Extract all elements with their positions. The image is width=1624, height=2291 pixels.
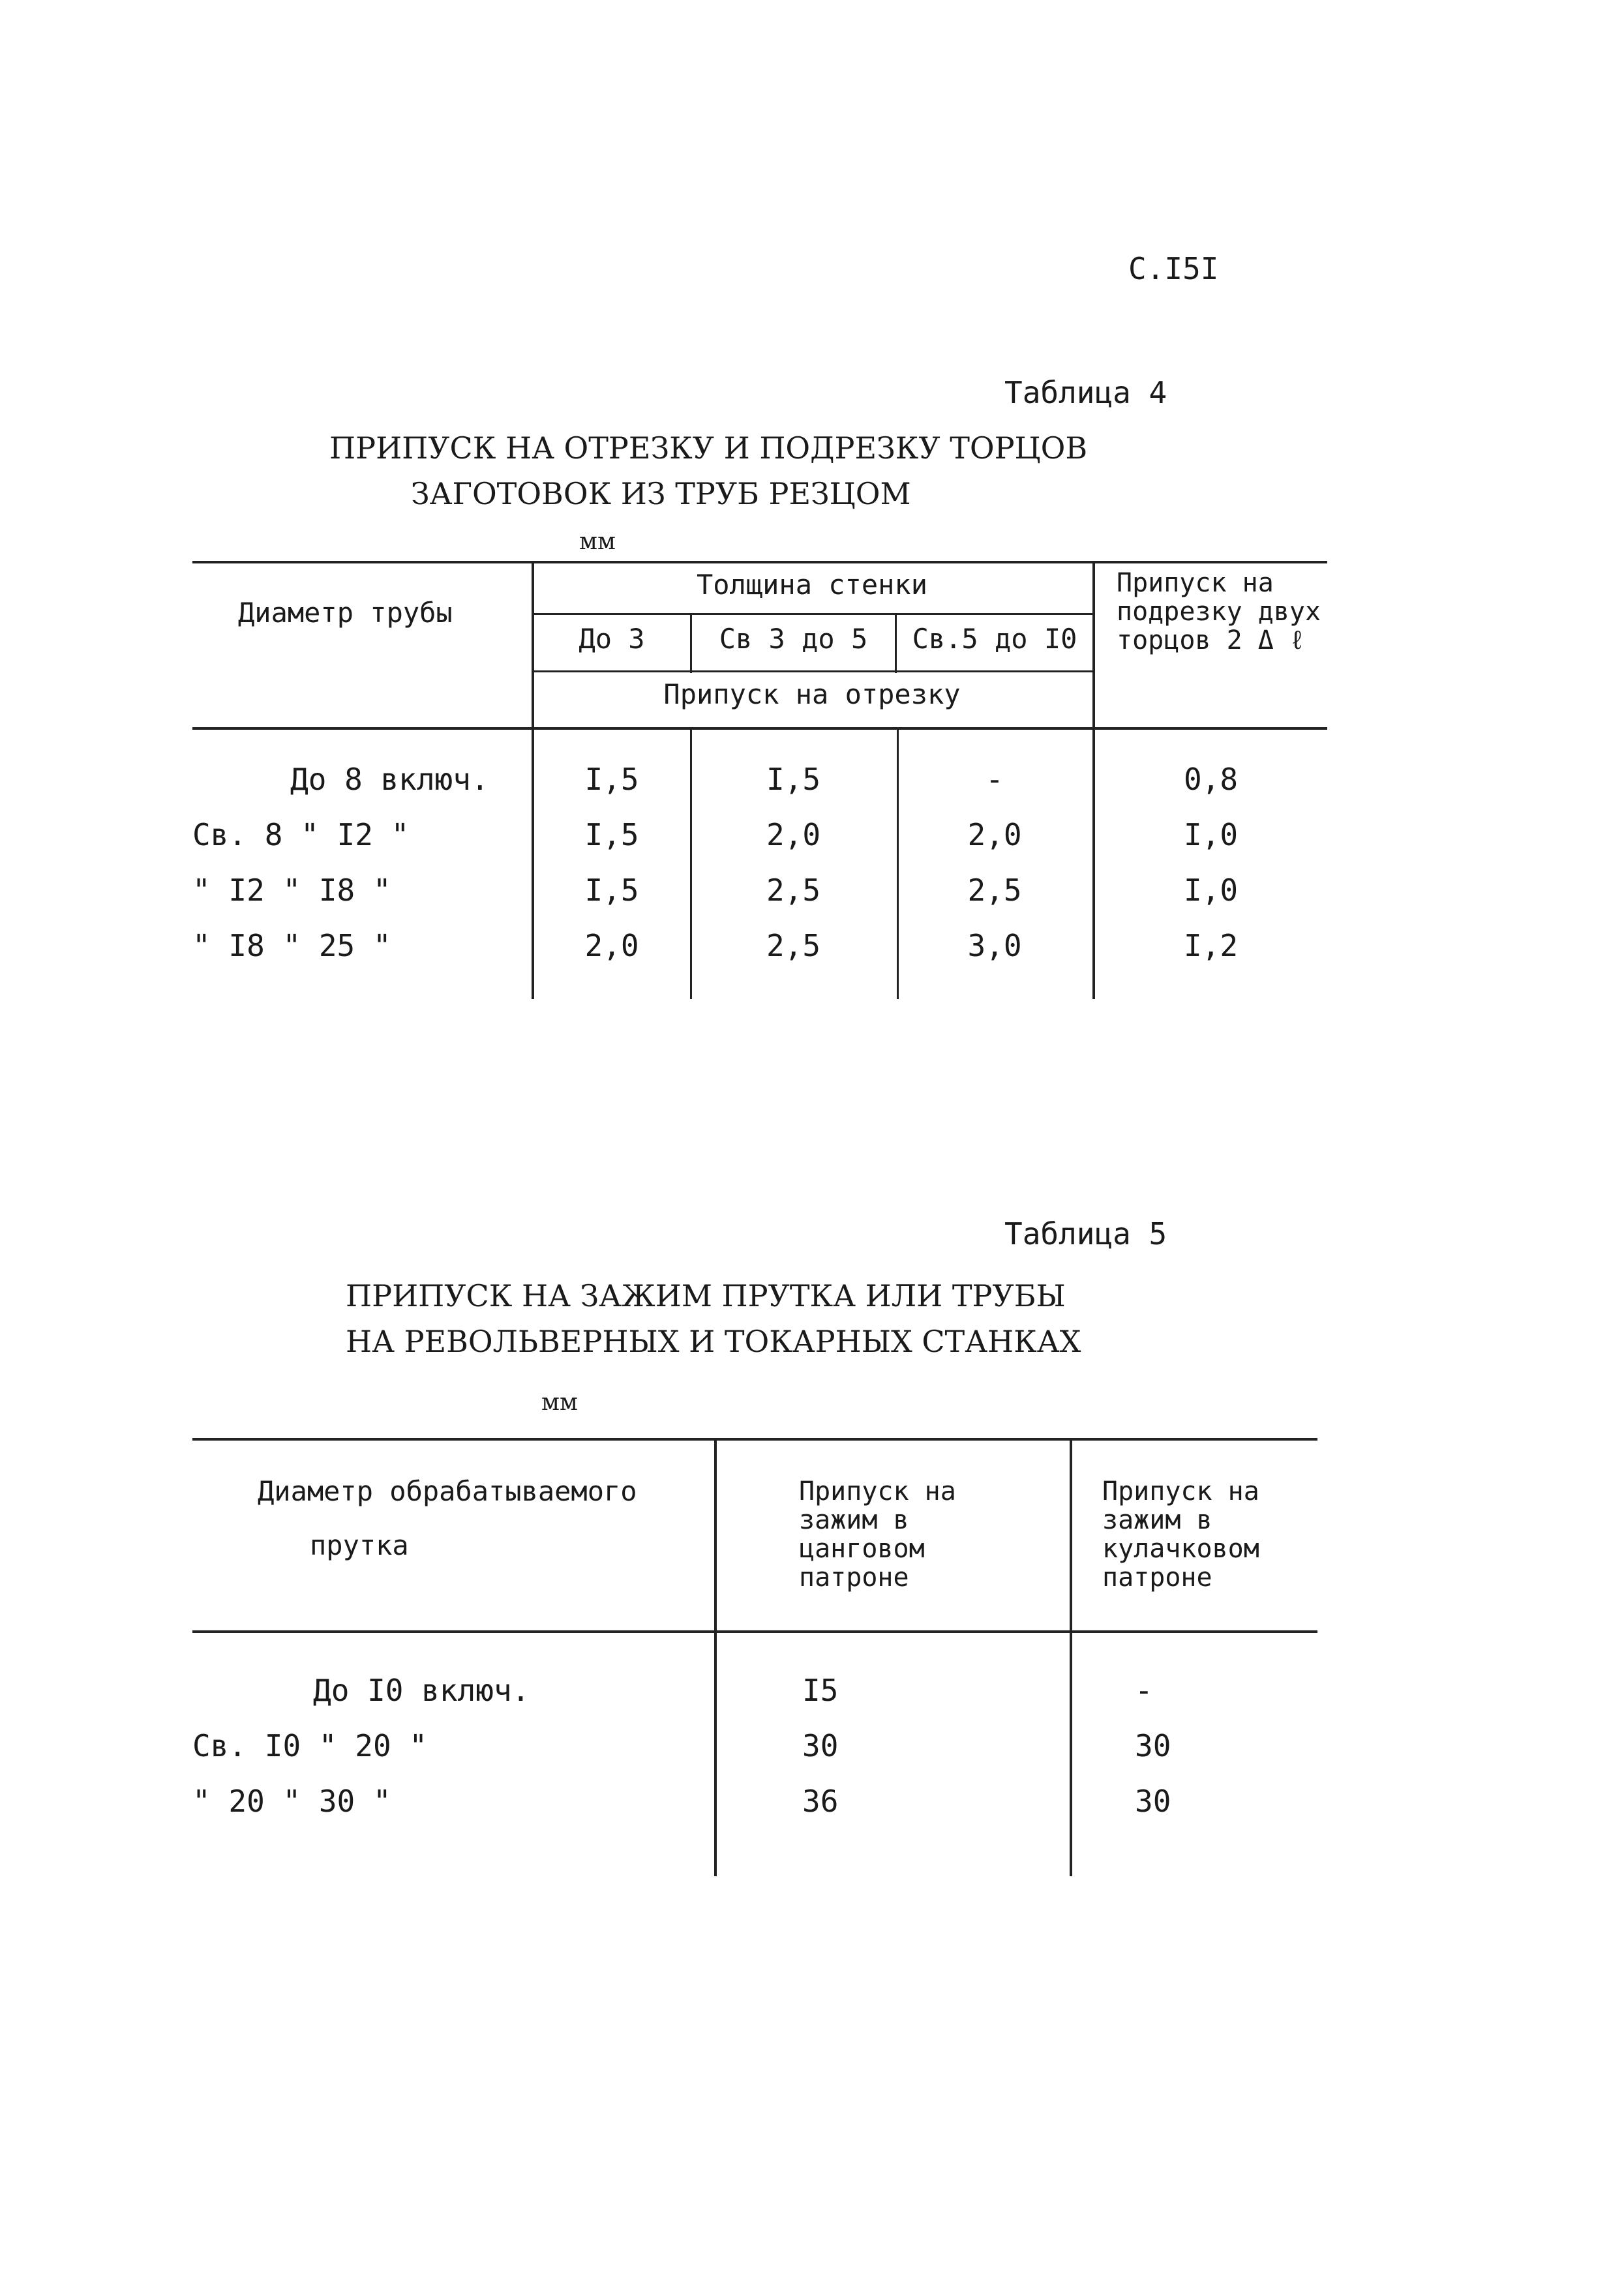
cell-upto3: I,5 bbox=[584, 817, 639, 852]
table5-top-rule bbox=[192, 1438, 1317, 1441]
table5-header-diameter-line1: Диаметр обрабатываемого bbox=[258, 1475, 637, 1507]
row-label: До 8 включ. bbox=[290, 762, 489, 797]
cell-5to10: 2,0 bbox=[967, 817, 1022, 852]
cell-face: I,2 bbox=[1183, 928, 1239, 963]
cell-upto3: I,5 bbox=[584, 873, 639, 908]
table4-subheader-rule bbox=[532, 613, 1092, 615]
cell-3to5: 2,0 bbox=[766, 817, 821, 852]
row-label: " I2 " I8 " bbox=[192, 873, 391, 908]
row-label: " 20 " 30 " bbox=[192, 1784, 391, 1819]
cell-3to5: 2,5 bbox=[766, 873, 821, 908]
cell-5to10: - bbox=[985, 762, 1004, 797]
table4-caption: Таблица 4 bbox=[1004, 375, 1167, 410]
table5-title-line2: НА РЕВОЛЬВЕРНЫХ И ТОКАРНЫХ СТАНКАХ bbox=[346, 1324, 1081, 1359]
row-label: Св. I0 " 20 " bbox=[192, 1728, 428, 1763]
table4-top-rule bbox=[192, 561, 1327, 563]
table4-header-diameter: Диаметр трубы bbox=[238, 597, 453, 629]
row-label: " I8 " 25 " bbox=[192, 928, 391, 963]
table4-title-line1: ПРИПУСК НА ОТРЕЗКУ И ПОДРЕЗКУ ТОРЦОВ bbox=[329, 430, 1088, 466]
cell-chuck: 30 bbox=[1135, 1728, 1171, 1763]
cell-chuck: 30 bbox=[1135, 1784, 1171, 1819]
table5-header-chuck: Припуск на зажим в кулачковом патроне bbox=[1102, 1476, 1259, 1593]
table4-header-wall-thickness: Толщина стенки bbox=[696, 569, 927, 601]
table5-header-collet: Припуск на зажим в цанговом патроне bbox=[799, 1476, 956, 1593]
table4-title-line2: ЗАГОТОВОК ИЗ ТРУБ РЕЗЦОМ bbox=[411, 476, 911, 511]
table4-header-3to5: Св 3 до 5 bbox=[719, 623, 868, 655]
cell-face: I,0 bbox=[1183, 873, 1239, 908]
row-label: Св. 8 " I2 " bbox=[192, 817, 410, 852]
table5-header-diameter-line2: прутка bbox=[310, 1529, 409, 1561]
table5-col-rule-1 bbox=[714, 1439, 717, 1876]
cell-collet: 36 bbox=[802, 1784, 839, 1819]
table5-header-bottom-rule bbox=[192, 1630, 1317, 1633]
cell-5to10: 2,5 bbox=[967, 873, 1022, 908]
table4-header-bottom-rule bbox=[192, 727, 1327, 730]
table4-header-5to10: Св.5 до I0 bbox=[912, 623, 1077, 655]
table5-col-rule-2 bbox=[1070, 1439, 1072, 1876]
cell-3to5: 2,5 bbox=[766, 928, 821, 963]
table4-subheader-rule-2 bbox=[532, 670, 1092, 672]
table4-header-upto3: До 3 bbox=[579, 623, 645, 655]
cell-face: 0,8 bbox=[1183, 762, 1239, 797]
table4-unit: мм bbox=[579, 528, 616, 555]
cell-collet: 30 bbox=[802, 1728, 839, 1763]
cell-3to5: I,5 bbox=[766, 762, 821, 797]
table4-header-face-allowance: Припуск на подрезку двух торцов 2 Δ ℓ bbox=[1117, 568, 1321, 655]
cell-upto3: 2,0 bbox=[584, 928, 639, 963]
table4-header-cut-allowance: Припуск на отрезку bbox=[663, 678, 961, 710]
cell-upto3: I,5 bbox=[584, 762, 639, 797]
cell-chuck: - bbox=[1135, 1673, 1153, 1708]
page-number: С.I5I bbox=[1128, 251, 1219, 286]
cell-face: I,0 bbox=[1183, 817, 1239, 852]
row-label: До I0 включ. bbox=[313, 1673, 530, 1708]
cell-collet: I5 bbox=[802, 1673, 839, 1708]
table5-unit: мм bbox=[541, 1389, 579, 1416]
table5-caption: Таблица 5 bbox=[1004, 1216, 1167, 1251]
table5-title-line1: ПРИПУСК НА ЗАЖИМ ПРУТКА ИЛИ ТРУБЫ bbox=[346, 1278, 1066, 1313]
cell-5to10: 3,0 bbox=[967, 928, 1022, 963]
